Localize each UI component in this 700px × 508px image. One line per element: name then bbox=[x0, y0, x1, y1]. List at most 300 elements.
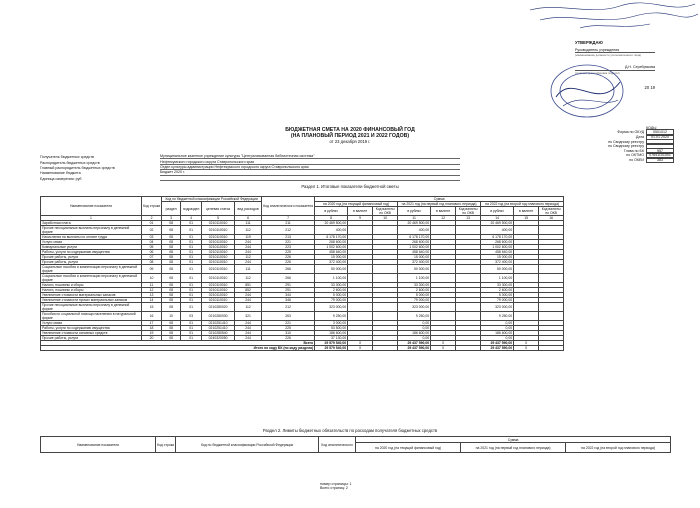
empty-cell bbox=[348, 303, 373, 312]
row-podrazdel: 01 bbox=[181, 221, 202, 226]
codes-row-label: по ОКТМО bbox=[626, 153, 644, 158]
row-razdel: 08 bbox=[162, 331, 181, 336]
requisite-label: Получатель бюджетных средств bbox=[40, 155, 94, 160]
row-v2021: 458 640,00 bbox=[398, 250, 431, 255]
row-name: Налоги, пошлины и сборы bbox=[41, 283, 142, 288]
row-name: Прочие работы, услуги bbox=[41, 336, 142, 341]
s2-th-y2022: на 2022 год (на второй год планового периода) bbox=[566, 443, 671, 453]
row-name: Прочие работы, услуги bbox=[41, 260, 142, 265]
row-analytic: 211 bbox=[262, 221, 315, 226]
page-footer bbox=[320, 482, 352, 490]
codes-row-label: по Сводному реестру bbox=[608, 139, 644, 144]
row-target: 0210110010 bbox=[202, 283, 235, 288]
row-podrazdel: 01 bbox=[181, 321, 202, 326]
row-razdel: 08 bbox=[162, 336, 181, 341]
row-v2022: 5 000,00 bbox=[481, 293, 514, 298]
row-v2021: 372 400,00 bbox=[398, 260, 431, 265]
row-podrazdel: 01 bbox=[181, 265, 202, 274]
row-v2020: 37 130,00 bbox=[315, 336, 348, 341]
row-v2020: 9 250,00 bbox=[315, 312, 348, 321]
row-razdel: 08 bbox=[162, 260, 181, 265]
row-target: 0210280030 bbox=[202, 312, 235, 321]
row-v2020: 20 469 500,00 bbox=[315, 221, 348, 226]
empty-cell bbox=[456, 303, 481, 312]
row-v2020: 3 000,00 bbox=[315, 321, 348, 326]
empty-cell bbox=[373, 226, 398, 235]
row-podrazdel: 01 bbox=[181, 240, 202, 245]
s2-th-y2021: на 2021 год (на первый год планового периода) bbox=[461, 443, 566, 453]
row-vr: 321 bbox=[235, 312, 262, 321]
row-v2022: 79 000,00 bbox=[481, 298, 514, 303]
th-bk-0: раздел bbox=[162, 202, 181, 216]
empty-cell bbox=[348, 265, 373, 274]
s2-th-row-code: Код строки bbox=[156, 437, 176, 453]
col-number: 12 bbox=[431, 216, 456, 221]
requisite-value: Муниципальное казенное учреждение культуры "Централизованная библиотечная система" bbox=[160, 154, 460, 159]
codes-row-value: 383 bbox=[646, 157, 674, 163]
row-v2022: 50 000,00 bbox=[481, 265, 514, 274]
row-code: 02 bbox=[142, 226, 162, 235]
codes-row-label: Дата bbox=[636, 134, 644, 139]
codes-row-value: 01.01.2020 bbox=[646, 134, 674, 140]
row-v2020: 458 640,00 bbox=[315, 250, 348, 255]
row-code: 19 bbox=[142, 331, 162, 336]
empty-cell bbox=[456, 346, 481, 351]
row-razdel: 08 bbox=[162, 321, 181, 326]
table-row bbox=[41, 274, 564, 283]
s2-th-sum: Сумма bbox=[356, 437, 671, 443]
col-number: 2 bbox=[142, 216, 162, 221]
codes-row-value: 07641101001 bbox=[646, 152, 674, 158]
row-v2022: 15 000,00 bbox=[481, 255, 514, 260]
row-analytic: 344 bbox=[262, 293, 315, 298]
row-code: 20 bbox=[142, 336, 162, 341]
row-analytic: 212 bbox=[262, 303, 315, 312]
row-podrazdel: 01 bbox=[181, 293, 202, 298]
col-number: 5 bbox=[202, 216, 235, 221]
empty-cell bbox=[514, 274, 539, 283]
row-code: 17 bbox=[142, 321, 162, 326]
row-vr: 112 bbox=[235, 255, 262, 260]
row-v2022: 458 640,00 bbox=[481, 250, 514, 255]
row-vr: 119 bbox=[235, 235, 262, 240]
row-v2020: 5 000,00 bbox=[315, 293, 348, 298]
row-v2022: 372 400,00 bbox=[481, 260, 514, 265]
row-v2022: 323 000,00 bbox=[481, 303, 514, 312]
th-bk-1: подраздел bbox=[181, 202, 202, 216]
section1-title: Раздел 1. Итоговые показатели бюджетной сметы bbox=[301, 184, 399, 189]
row-vr: 244 bbox=[235, 336, 262, 341]
row-vr: 244 bbox=[235, 245, 262, 250]
row-vr: 112 bbox=[235, 226, 262, 235]
row-podrazdel: 01 bbox=[181, 245, 202, 250]
row-vr: 244 bbox=[235, 240, 262, 245]
row-target: 0210110010 bbox=[202, 298, 235, 303]
row-razdel: 08 bbox=[162, 298, 181, 303]
empty-cell bbox=[431, 274, 456, 283]
requisite-label: Единица измерения: руб bbox=[40, 176, 82, 181]
row-analytic: 226 bbox=[262, 260, 315, 265]
table-row bbox=[41, 226, 564, 235]
total-row-2-x: X bbox=[514, 346, 539, 351]
total-row-2-v2021: 29 437 590,00 bbox=[398, 346, 431, 351]
row-analytic: 266 bbox=[262, 274, 315, 283]
title-line-2: (НА ПЛАНОВЫЙ ПЕРИОД 2021 И 2022 ГОДОВ) bbox=[290, 133, 410, 139]
row-podrazdel: 01 bbox=[181, 274, 202, 283]
row-v2022: 6 178 170,00 bbox=[481, 235, 514, 240]
row-analytic: 291 bbox=[262, 288, 315, 293]
row-code: 10 bbox=[142, 274, 162, 283]
total-row-2-label: Итого по коду БК (по коду раздела) bbox=[41, 346, 315, 351]
row-target: 0210110010 bbox=[202, 221, 235, 226]
row-v2020: 186 600,00 bbox=[315, 331, 348, 336]
empty-cell bbox=[539, 265, 564, 274]
empty-cell bbox=[514, 226, 539, 235]
row-v2022: 1 100,00 bbox=[481, 274, 514, 283]
empty-cell bbox=[373, 274, 398, 283]
row-v2022: 186 600,00 bbox=[481, 331, 514, 336]
row-name: Прочие работы, услуги bbox=[41, 255, 142, 260]
section2-table-wrap bbox=[40, 436, 671, 453]
row-v2021: 79 000,00 bbox=[398, 298, 431, 303]
empty-cell bbox=[373, 265, 398, 274]
row-podrazdel: 01 bbox=[181, 298, 202, 303]
row-podrazdel: 01 bbox=[181, 260, 202, 265]
row-v2020: 372 400,00 bbox=[315, 260, 348, 265]
row-target: 0210110010 bbox=[202, 240, 235, 245]
row-podrazdel: 01 bbox=[181, 283, 202, 288]
row-target: 0240320050 bbox=[202, 336, 235, 341]
row-code: 06 bbox=[142, 250, 162, 255]
total-row-v2020: 29 579 540,00 bbox=[315, 341, 348, 346]
row-analytic: 346 bbox=[262, 298, 315, 303]
table-row bbox=[41, 303, 564, 312]
approval-line-3: Д.Н. Серебрякова bbox=[575, 65, 655, 70]
row-vr: 111 bbox=[235, 265, 262, 274]
codes-row-value: 0501012 bbox=[646, 129, 674, 135]
total-row-2-x: X bbox=[348, 346, 373, 351]
row-v2021: 268 600,00 bbox=[398, 240, 431, 245]
row-v2022: 20 469 500,00 bbox=[481, 221, 514, 226]
codes-row-label: по ОКЕИ bbox=[629, 157, 644, 162]
row-analytic: 221 bbox=[262, 240, 315, 245]
row-code: 11 bbox=[142, 283, 162, 288]
section1-table-wrap bbox=[40, 196, 564, 351]
row-razdel: 08 bbox=[162, 265, 181, 274]
row-v2020: 33 300,00 bbox=[315, 283, 348, 288]
row-vr: 112 bbox=[235, 274, 262, 283]
row-name: Социальные пособия и компенсации персоналу в денежной форме bbox=[41, 265, 142, 274]
row-code: 07 bbox=[142, 255, 162, 260]
s2-th-bk: Код по бюджетной классификации Российской Федерации bbox=[176, 437, 319, 453]
row-analytic: 263 bbox=[262, 312, 315, 321]
row-name: Работы, услуги по содержанию имущества bbox=[41, 250, 142, 255]
row-target: 0210110010 bbox=[202, 274, 235, 283]
empty-cell bbox=[348, 274, 373, 283]
row-target: 0210280020 bbox=[202, 303, 235, 312]
requisite-label: Наименование бюджета bbox=[40, 171, 81, 176]
empty-cell bbox=[456, 274, 481, 283]
requisite-value bbox=[160, 180, 460, 181]
row-vr: 244 bbox=[235, 298, 262, 303]
empty-cell bbox=[539, 303, 564, 312]
approval-line-1: Руководитель учреждения bbox=[575, 48, 655, 53]
table-row bbox=[41, 312, 564, 321]
th-sub: в рублях bbox=[481, 207, 514, 216]
row-analytic: 291 bbox=[262, 283, 315, 288]
row-name: Увеличение стоимости прочих материальных запасов bbox=[41, 298, 142, 303]
row-razdel: 08 bbox=[162, 245, 181, 250]
row-name: Начисления на выплаты по оплате труда bbox=[41, 235, 142, 240]
row-vr: 244 bbox=[235, 250, 262, 255]
th-y2022: на 2022 год (на второй год планового периода) bbox=[481, 202, 564, 207]
row-vr: 244 bbox=[235, 260, 262, 265]
empty-cell bbox=[348, 226, 373, 235]
row-v2021: 1 100,00 bbox=[398, 274, 431, 283]
th-sub: в валюте bbox=[514, 207, 539, 216]
row-target: 0210110010 bbox=[202, 235, 235, 240]
row-name: Прочие несоциальные выплаты персоналу в денежной форме bbox=[41, 303, 142, 312]
section1-table bbox=[40, 196, 564, 351]
row-code: 09 bbox=[142, 265, 162, 274]
col-number: 10 bbox=[373, 216, 398, 221]
th-sub: Код валюты по ОКВ bbox=[539, 207, 564, 216]
row-podrazdel: 01 bbox=[181, 303, 202, 312]
codes-row bbox=[600, 158, 674, 163]
row-code: 03 bbox=[142, 235, 162, 240]
row-target: 0210110010 bbox=[202, 250, 235, 255]
row-v2022: 33 300,00 bbox=[481, 283, 514, 288]
codes-row-label: Форма по ОКУД bbox=[617, 130, 644, 135]
row-vr: 852 bbox=[235, 288, 262, 293]
total-row-2 bbox=[41, 346, 564, 351]
s2-th-y2020: на 2020 год (на текущий финансовый год) bbox=[356, 443, 461, 453]
row-v2020: 2 600,00 bbox=[315, 288, 348, 293]
row-name: Работы, услуги по содержанию имущества bbox=[41, 326, 142, 331]
row-name: Услуги связи bbox=[41, 240, 142, 245]
document-title bbox=[230, 127, 470, 144]
row-razdel: 08 bbox=[162, 283, 181, 288]
row-v2021: 0,00 bbox=[398, 326, 431, 331]
row-target: 0210280540 bbox=[202, 331, 235, 336]
row-vr: 111 bbox=[235, 221, 262, 226]
row-v2021: 33 300,00 bbox=[398, 283, 431, 288]
row-podrazdel: 03 bbox=[181, 312, 202, 321]
row-vr: 851 bbox=[235, 283, 262, 288]
codes-row-label: Глава по БК bbox=[623, 148, 644, 153]
row-v2021: 0,00 bbox=[398, 321, 431, 326]
empty-cell bbox=[431, 312, 456, 321]
th-sub: в рублях bbox=[315, 207, 348, 216]
row-razdel: 08 bbox=[162, 221, 181, 226]
codes-row-value: 957 bbox=[646, 148, 674, 154]
col-number: 16 bbox=[539, 216, 564, 221]
row-vr: 244 bbox=[235, 293, 262, 298]
th-y2021: на 2021 год (на первый год планового периода) bbox=[398, 202, 481, 207]
row-code: 12 bbox=[142, 288, 162, 293]
row-name: Увеличение стоимости основных средств bbox=[41, 331, 142, 336]
empty-cell bbox=[539, 312, 564, 321]
s2-th-analytic: Код аналитического bbox=[319, 437, 356, 453]
row-razdel: 08 bbox=[162, 293, 181, 298]
row-analytic: 225 bbox=[262, 250, 315, 255]
th-sub: в валюте bbox=[431, 207, 456, 216]
row-v2020: 323 000,00 bbox=[315, 303, 348, 312]
row-code: 04 bbox=[142, 240, 162, 245]
row-code: 13 bbox=[142, 293, 162, 298]
total-row-v2022: 29 437 590,00 bbox=[481, 341, 514, 346]
empty-cell bbox=[456, 312, 481, 321]
codes-row-label: по Сводному реестру bbox=[608, 144, 644, 149]
row-podrazdel: 01 bbox=[181, 326, 202, 331]
row-analytic: 221 bbox=[262, 321, 315, 326]
row-razdel: 08 bbox=[162, 326, 181, 331]
th-sub: Код валюты по ОКВ bbox=[456, 207, 481, 216]
row-v2020: 1 002 600,00 bbox=[315, 245, 348, 250]
row-podrazdel: 01 bbox=[181, 226, 202, 235]
row-v2021: 15 000,00 bbox=[398, 255, 431, 260]
total-row-x: X bbox=[431, 341, 456, 346]
row-code: 01 bbox=[142, 221, 162, 226]
row-analytic: 310 bbox=[262, 331, 315, 336]
col-number: 15 bbox=[514, 216, 539, 221]
total-row-label: Всего bbox=[41, 341, 315, 346]
title-line-1: БЮДЖЕТНАЯ СМЕТА НА 2020 ФИНАНСОВЫЙ ГОД bbox=[285, 127, 415, 133]
th-name: Наименование показателя bbox=[41, 197, 142, 216]
codes-header: КОДЫ bbox=[646, 126, 657, 130]
row-target: 0210251410 bbox=[202, 321, 235, 326]
row-v2020: 15 000,00 bbox=[315, 255, 348, 260]
row-v2020: 53 500,00 bbox=[315, 326, 348, 331]
col-number: 6 bbox=[235, 216, 262, 221]
th-bk-2: целевая статья bbox=[202, 202, 235, 216]
title-date: от 23 декабря 2019 г. bbox=[329, 139, 371, 144]
table-row bbox=[41, 265, 564, 274]
s2-th-name: Наименование показателя bbox=[41, 437, 156, 453]
th-sub: в валюте bbox=[348, 207, 373, 216]
total-row-x: X bbox=[348, 341, 373, 346]
row-name: Увеличение стоимости материальных запасов bbox=[41, 293, 142, 298]
row-name: Прочие несоциальные выплаты персоналу в денежной форме bbox=[41, 226, 142, 235]
row-razdel: 08 bbox=[162, 226, 181, 235]
row-podrazdel: 01 bbox=[181, 250, 202, 255]
approval-header: УТВЕРЖДАЮ bbox=[575, 40, 603, 45]
empty-cell bbox=[514, 303, 539, 312]
row-analytic: 213 bbox=[262, 235, 315, 240]
col-number: 14 bbox=[481, 216, 514, 221]
requisite-value: Бюджет 2020 г. bbox=[160, 170, 460, 175]
row-v2021: 20 469 500,00 bbox=[398, 221, 431, 226]
official-seal bbox=[548, 62, 626, 120]
total-row-x: X bbox=[514, 341, 539, 346]
th-sub: Код валюты по ОКВ bbox=[373, 207, 398, 216]
row-target: 0210110010 bbox=[202, 255, 235, 260]
th-bk: Код по бюджетной классификации Российской Федерации bbox=[162, 197, 262, 202]
row-analytic: 223 bbox=[262, 245, 315, 250]
col-number: 13 bbox=[456, 216, 481, 221]
row-target: 0210110010 bbox=[202, 245, 235, 250]
row-v2021: 0,00 bbox=[398, 336, 431, 341]
row-target: 0210110010 bbox=[202, 293, 235, 298]
row-analytic: 226 bbox=[262, 255, 315, 260]
row-name: Пособия по социальной помощи населению в натуральной форме bbox=[41, 312, 142, 321]
requisite-label: Распорядитель бюджетных средств bbox=[40, 160, 100, 165]
row-target: 0210110010 bbox=[202, 260, 235, 265]
requisite-label: Главный распорядитель бюджетных средств bbox=[40, 165, 115, 170]
row-v2022: 9 250,00 bbox=[481, 312, 514, 321]
section2-title: Раздел 2. Лимиты бюджетных обязательств по расходам получателя бюджетных средств bbox=[262, 428, 438, 433]
th-row-code: Код строки bbox=[142, 197, 162, 216]
th-y2020: на 2020 год (на текущий финансовый год) bbox=[315, 202, 398, 207]
codes-box bbox=[600, 126, 674, 162]
empty-cell bbox=[431, 226, 456, 235]
row-code: 16 bbox=[142, 312, 162, 321]
row-v2021: 5 000,00 bbox=[398, 293, 431, 298]
requisite-row bbox=[40, 176, 540, 181]
row-v2021: 6 178 170,00 bbox=[398, 235, 431, 240]
row-v2020: 400,00 bbox=[315, 226, 348, 235]
row-name: Социальные пособия и компенсации персоналу в денежной форме bbox=[41, 274, 142, 283]
row-razdel: 08 bbox=[162, 288, 181, 293]
row-v2022: 0,00 bbox=[481, 321, 514, 326]
row-name: Налоги, пошлины и сборы bbox=[41, 288, 142, 293]
empty-cell bbox=[373, 346, 398, 351]
row-v2020: 268 600,00 bbox=[315, 240, 348, 245]
row-analytic: 226 bbox=[262, 336, 315, 341]
row-analytic: 212 bbox=[262, 226, 315, 235]
row-v2022: 2 600,00 bbox=[481, 288, 514, 293]
row-target: 0210251410 bbox=[202, 326, 235, 331]
row-target: 0210110010 bbox=[202, 288, 235, 293]
empty-cell bbox=[373, 312, 398, 321]
approval-date: 20 19 bbox=[644, 84, 655, 90]
row-v2021: 1 002 600,00 bbox=[398, 245, 431, 250]
row-vr: 112 bbox=[235, 303, 262, 312]
col-number: 3 bbox=[162, 216, 181, 221]
row-target: 0210110010 bbox=[202, 226, 235, 235]
row-v2022: 400,00 bbox=[481, 226, 514, 235]
col-number: 11 bbox=[398, 216, 431, 221]
approval-line-4: (подпись) (расшифровка подписи) bbox=[575, 70, 620, 75]
section2-table bbox=[40, 436, 671, 453]
th-analytic: Код аналитического показателя bbox=[262, 197, 315, 216]
th-sub: в рублях bbox=[398, 207, 431, 216]
th-sum: Сумма bbox=[315, 197, 564, 202]
empty-cell bbox=[456, 265, 481, 274]
empty-cell bbox=[514, 312, 539, 321]
row-code: 15 bbox=[142, 303, 162, 312]
row-v2022: 0,00 bbox=[481, 326, 514, 331]
total-row-2-v2022: 29 437 590,00 bbox=[481, 346, 514, 351]
col-number: 1 bbox=[41, 216, 142, 221]
row-podrazdel: 01 bbox=[181, 288, 202, 293]
total-row-v2021: 29 437 590,00 bbox=[398, 341, 431, 346]
row-podrazdel: 01 bbox=[181, 255, 202, 260]
row-name: Заработная плата bbox=[41, 221, 142, 226]
row-code: 05 bbox=[142, 245, 162, 250]
empty-cell bbox=[539, 346, 564, 351]
empty-cell bbox=[539, 226, 564, 235]
row-analytic: 225 bbox=[262, 326, 315, 331]
row-vr: 244 bbox=[235, 331, 262, 336]
row-razdel: 10 bbox=[162, 312, 181, 321]
row-analytic: 266 bbox=[262, 265, 315, 274]
row-v2021: 2 600,00 bbox=[398, 288, 431, 293]
th-bk-3: вид расходов bbox=[235, 202, 262, 216]
row-code: 18 bbox=[142, 326, 162, 331]
row-podrazdel: 01 bbox=[181, 331, 202, 336]
row-razdel: 08 bbox=[162, 235, 181, 240]
